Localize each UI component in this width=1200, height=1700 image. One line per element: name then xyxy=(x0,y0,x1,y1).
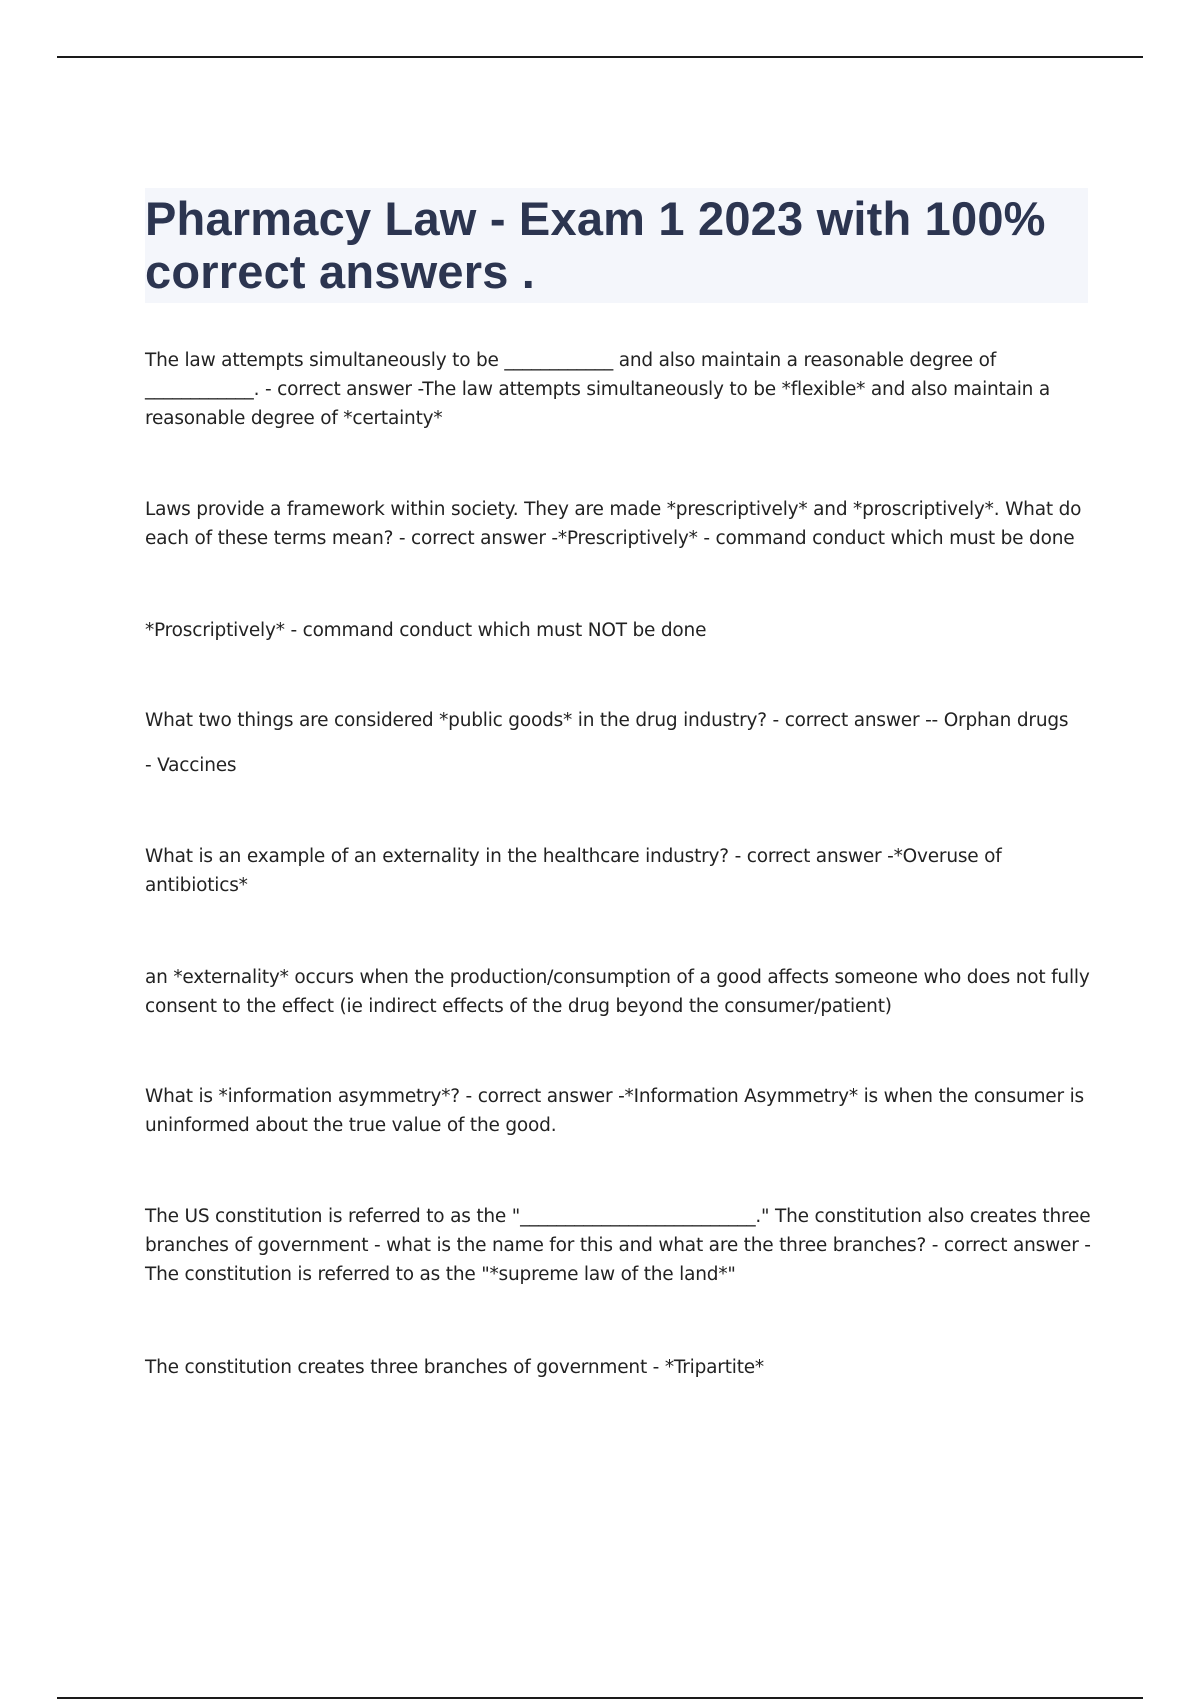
top-rule xyxy=(57,56,1143,58)
qa-paragraph: an *externality* occurs when the production/consumption of a good affects someone who does not fully consent to the effect (ie indirect effects of the drug beyond the consumer/patient) xyxy=(145,967,1090,1017)
qa-paragraph: *Proscriptively* - command conduct which must NOT be done xyxy=(145,620,707,641)
qa-paragraph: The law attempts simultaneously to be ____________ and also maintain a reasonable degree of ____________. - correct answer -The law attempts simultaneously to be *flexible* and also maintain a reasonable degree of *certainty* xyxy=(145,350,1051,429)
document-title: Pharmacy Law - Exam 1 2023 with 100% correct answers . xyxy=(145,192,1046,298)
qa-paragraph: The constitution creates three branches of government - *Tripartite* xyxy=(145,1357,764,1378)
qa-paragraph: Laws provide a framework within society. They are made *prescriptively* and *proscriptively*. What do each of these terms mean? - correct answer -*Prescriptively* - command conduct which must be done xyxy=(145,499,1082,549)
qa-paragraph: What is *information asymmetry*? - correct answer -*Information Asymmetry* is when the consumer is uninformed about the true value of the good. xyxy=(145,1086,1084,1136)
qa-paragraph: The US constitution is referred to as the "__________________________." The constitution also creates three branches of government - what is the name for this and what are the three branches? - correct answer -The constitution is referred to as the "*supreme law of the land*" xyxy=(145,1206,1091,1285)
qa-paragraph: What two things are considered *public goods* in the drug industry? - correct answer -- Orphan drugs xyxy=(145,710,1069,731)
bottom-rule xyxy=(57,1697,1143,1699)
title-banner xyxy=(145,188,1088,303)
qa-paragraph: - Vaccines xyxy=(145,755,237,776)
qa-paragraph: What is an example of an externality in the healthcare industry? - correct answer -*Overuse of antibiotics* xyxy=(145,846,1002,896)
